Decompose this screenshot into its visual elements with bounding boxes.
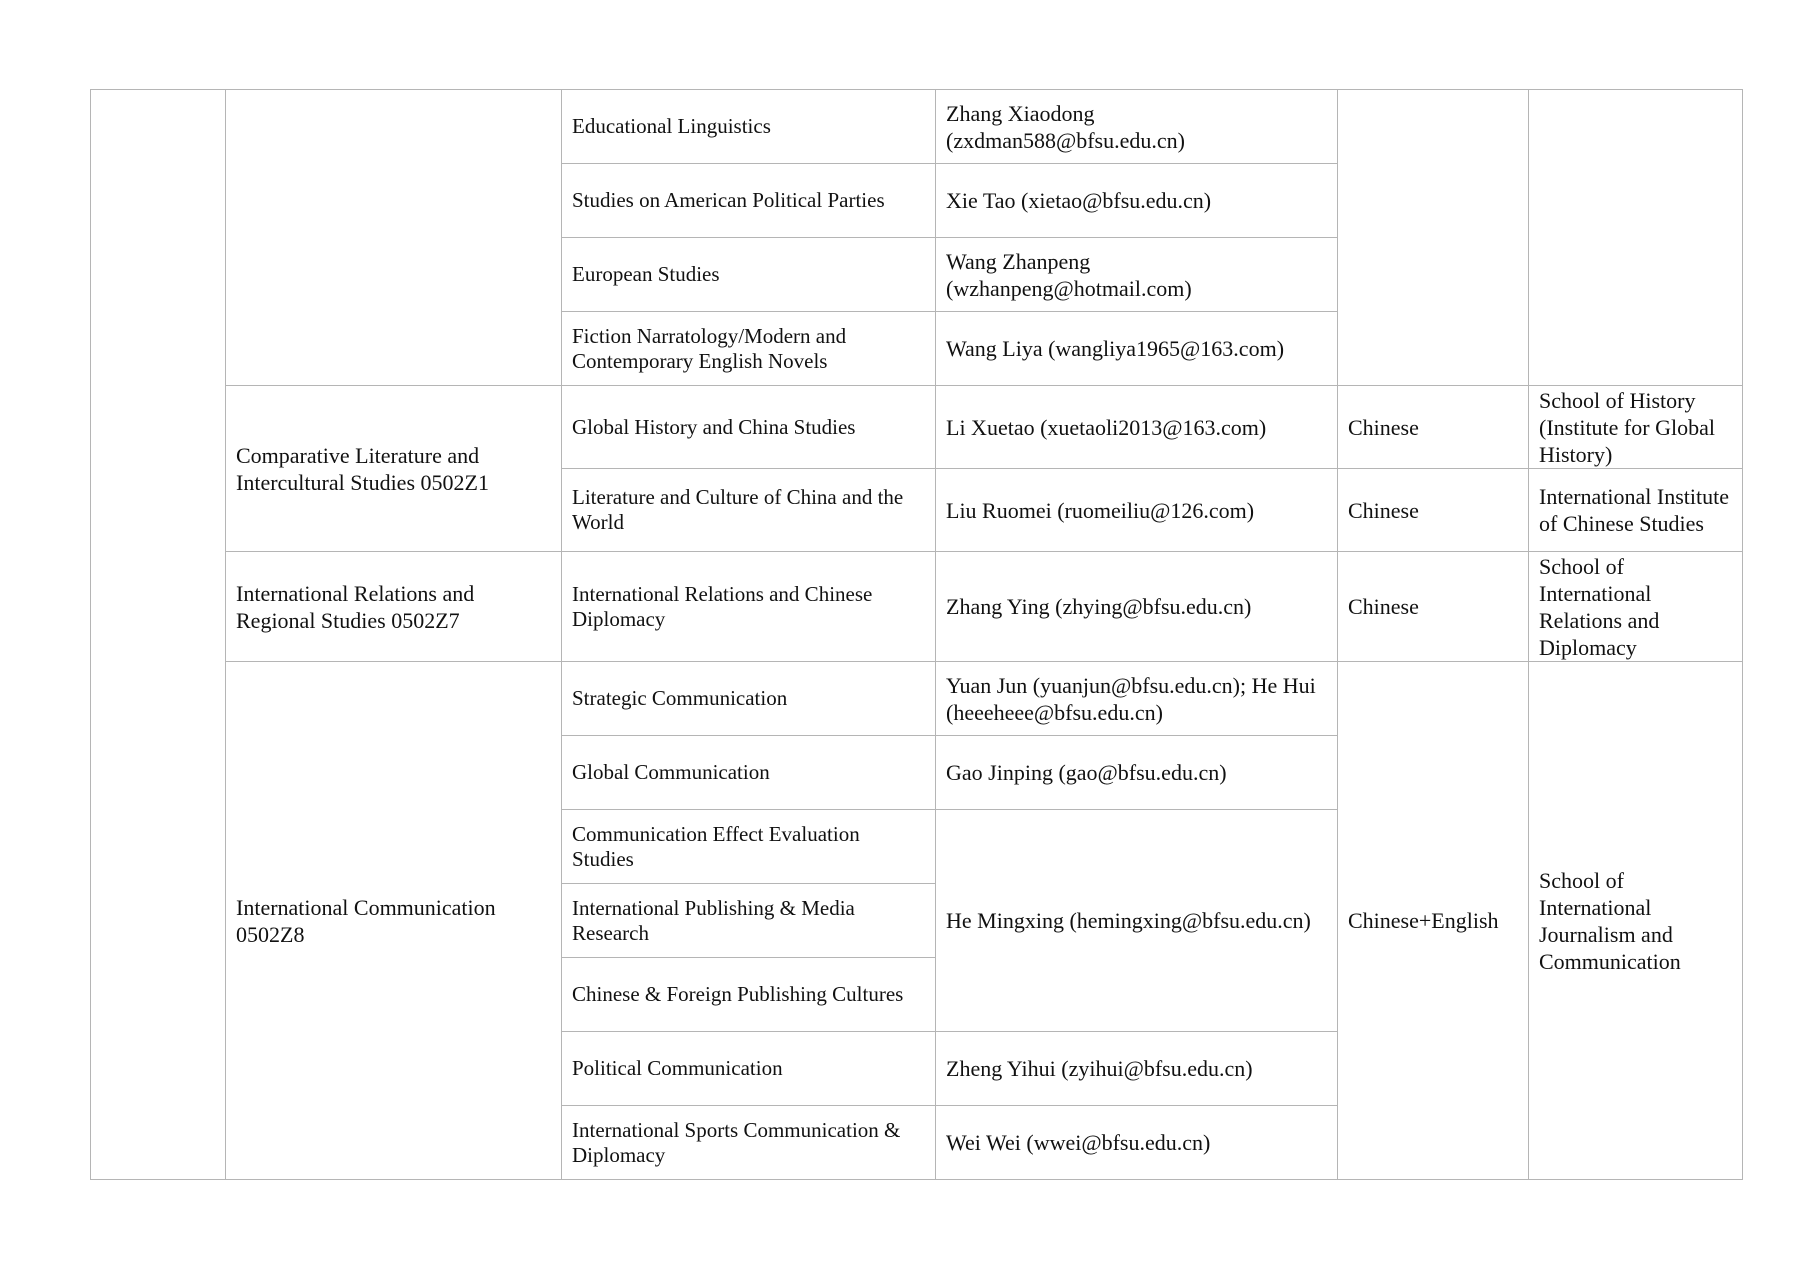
- supervisor-cell: Yuan Jun (yuanjun@bfsu.edu.cn); He Hui (heeeheee@bfsu.edu.cn): [936, 662, 1338, 736]
- direction-cell: Fiction Narratology/Modern and Contemporary English Novels: [562, 312, 936, 386]
- supervisor-cell: Xie Tao (xietao@bfsu.edu.cn): [936, 164, 1338, 238]
- school-cell: School of History (Institute for Global History): [1529, 386, 1743, 469]
- direction-cell: International Sports Communication & Diplomacy: [562, 1106, 936, 1180]
- blank-school-cell: [1529, 90, 1743, 386]
- major-cell: International Communication 0502Z8: [226, 662, 562, 1180]
- direction-cell: Chinese & Foreign Publishing Cultures: [562, 958, 936, 1032]
- direction-cell: Political Communication: [562, 1032, 936, 1106]
- direction-cell: Global History and China Studies: [562, 386, 936, 469]
- table-row: [91, 90, 1743, 164]
- language-cell: Chinese: [1338, 552, 1529, 662]
- supervisor-cell: He Mingxing (hemingxing@bfsu.edu.cn): [936, 810, 1338, 1032]
- school-cell: School of International Relations and Diplomacy: [1529, 552, 1743, 662]
- school-cell: School of International Journalism and Communication: [1529, 662, 1743, 1180]
- language-cell: Chinese+English: [1338, 662, 1529, 1180]
- direction-cell: International Relations and Chinese Diplomacy: [562, 552, 936, 662]
- language-cell: Chinese: [1338, 469, 1529, 552]
- direction-cell: Global Communication: [562, 736, 936, 810]
- direction-cell: Educational Linguistics: [562, 90, 936, 164]
- table-row: [91, 552, 1743, 662]
- table-row: [91, 386, 1743, 469]
- direction-cell: Strategic Communication: [562, 662, 936, 736]
- language-cell: Chinese: [1338, 386, 1529, 469]
- blank-category-cell: [91, 90, 226, 1180]
- direction-cell: Communication Effect Evaluation Studies: [562, 810, 936, 884]
- supervisor-cell: Liu Ruomei (ruomeiliu@126.com): [936, 469, 1338, 552]
- direction-cell: International Publishing & Media Research: [562, 884, 936, 958]
- supervisor-cell: Zhang Xiaodong (zxdman588@bfsu.edu.cn): [936, 90, 1338, 164]
- major-cell: Comparative Literature and Intercultural Studies 0502Z1: [226, 386, 562, 552]
- program-table: [90, 89, 1743, 1180]
- direction-cell: Literature and Culture of China and the World: [562, 469, 936, 552]
- supervisor-cell: Zhang Ying (zhying@bfsu.edu.cn): [936, 552, 1338, 662]
- table-row: [91, 662, 1743, 736]
- supervisor-cell: Gao Jinping (gao@bfsu.edu.cn): [936, 736, 1338, 810]
- major-cell: International Relations and Regional Studies 0502Z7: [226, 552, 562, 662]
- direction-cell: European Studies: [562, 238, 936, 312]
- blank-major-cell: [226, 90, 562, 386]
- blank-language-cell: [1338, 90, 1529, 386]
- supervisor-cell: Wang Zhanpeng (wzhanpeng@hotmail.com): [936, 238, 1338, 312]
- school-cell: International Institute of Chinese Studies: [1529, 469, 1743, 552]
- direction-cell: Studies on American Political Parties: [562, 164, 936, 238]
- supervisor-cell: Li Xuetao (xuetaoli2013@163.com): [936, 386, 1338, 469]
- supervisor-cell: Zheng Yihui (zyihui@bfsu.edu.cn): [936, 1032, 1338, 1106]
- supervisor-cell: Wei Wei (wwei@bfsu.edu.cn): [936, 1106, 1338, 1180]
- supervisor-cell: Wang Liya (wangliya1965@163.com): [936, 312, 1338, 386]
